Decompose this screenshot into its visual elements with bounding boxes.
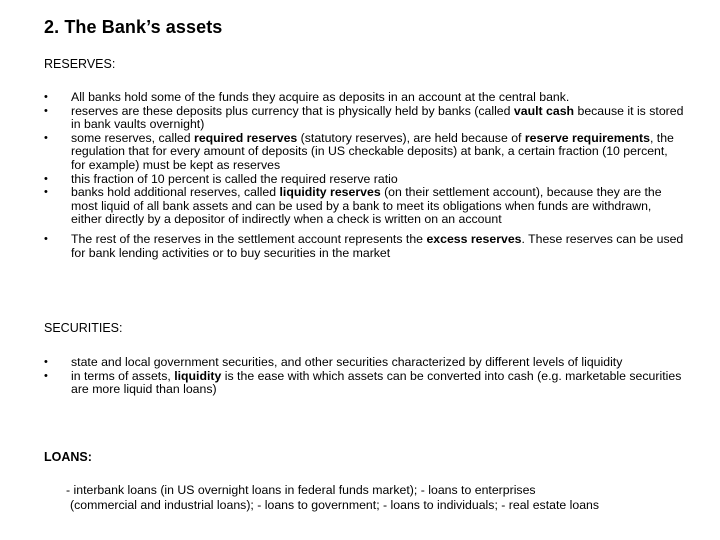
list-item: • this fraction of 10 percent is called the required reserve ratio (44, 171, 398, 186)
term-reserve-requirements: reserve requirements (524, 130, 650, 145)
term-required-reserves: required reserves (194, 130, 298, 145)
securities-heading: SECURITIES: (44, 321, 123, 335)
loans-line: - interbank loans (in US overnight loans in federal funds market); - loans to enterprises (66, 483, 536, 497)
term-liquidity: liquidity (174, 368, 222, 383)
bullet-icon: • (44, 186, 48, 199)
bullet-icon: • (44, 104, 48, 117)
term-liquidity-reserves: liquidity reserves (279, 185, 381, 200)
term-vault-cash: vault cash (513, 103, 575, 118)
securities-list (44, 356, 684, 397)
list-item: • banks hold additional reserves, called liquidity reserves (on their settlement account), because they are the most liquid of all bank assets and can be used by a bank to meet its obligations when funds are withdrawn, either directly by a depositor of indirectly when a check is written on an account (44, 185, 662, 227)
list-item: • The rest of the reserves in the settlement account represents the excess reserves. These reserves can be used for bank lending activities or to buy securities in the market (44, 231, 684, 260)
bullet-icon: • (44, 232, 48, 245)
loans-line: (commercial and industrial loans); - loans to government; - loans to individuals; - real estate loans (70, 497, 600, 512)
bullet-icon: • (44, 131, 48, 144)
list-item: • All banks hold some of the funds they acquire as deposits in an account at the central bank. (44, 90, 570, 104)
reserves-list (44, 91, 684, 260)
list-item: • some reserves, called required reserves (statutory reserves), are held because of reserve requirements, the regulation that for every amount of deposits (in US checkable deposits) at bank, a certain fraction (10 percent, for example) must be kept as reserves (44, 130, 674, 172)
bullet-icon: • (44, 172, 48, 185)
loans-heading: LOANS: (44, 450, 92, 464)
list-item: • state and local government securities, and other securities characterized by different levels of liquidity (44, 355, 623, 369)
bullet-icon: • (44, 91, 48, 103)
page-title: 2. The Bank’s assets (44, 17, 223, 37)
term-excess-reserves: excess reserves (426, 231, 522, 246)
list-item: • reserves are these deposits plus currency that is physically held by banks (called vault cash because it is stored in bank vaults overnight) (44, 103, 684, 132)
reserves-heading: RESERVES: (44, 57, 116, 71)
list-item: • in terms of assets, liquidity is the ease with which assets can be converted into cash (e.g. marketable securities are more liquid than loans) (44, 368, 682, 397)
bullet-icon: • (44, 356, 48, 368)
loans-description (66, 483, 706, 512)
bullet-icon: • (44, 369, 48, 382)
